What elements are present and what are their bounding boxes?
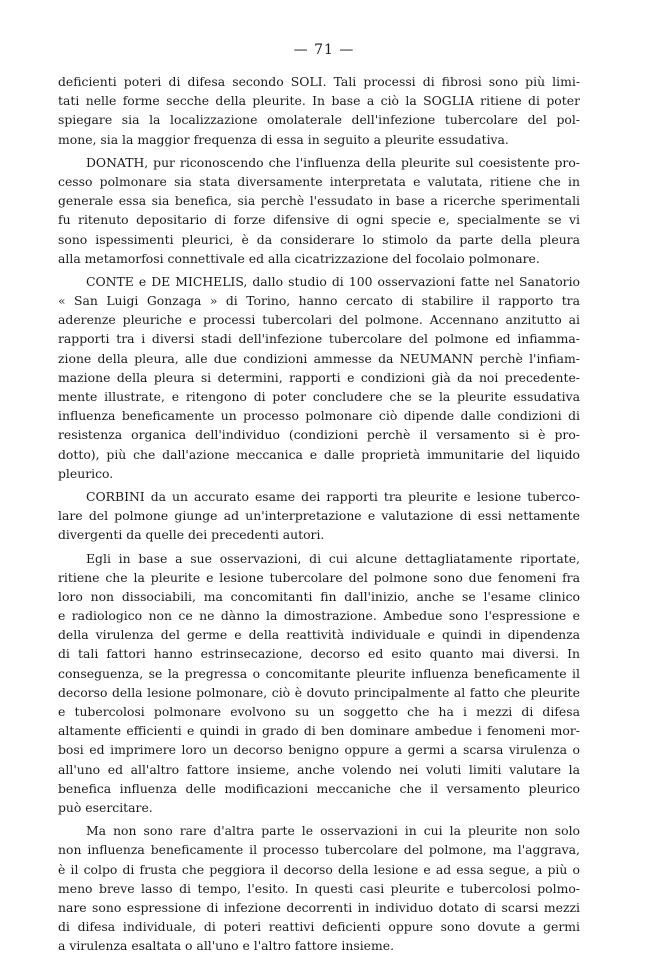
text-line: Ma non sono rare d'altra parte le osservazioni in cui la pleurite non solo xyxy=(86,823,580,839)
text-line: dotto), più che dall'azione meccanica e dalle proprietà immunitarie del liquido xyxy=(58,446,580,462)
paragraph xyxy=(58,487,580,545)
text-line: CONTE e DE MICHELIS, dallo studio di 100 osservazioni fatte nel Sanatorio xyxy=(86,273,580,289)
text-line: e tubercolosi polmonare evolvono su un soggetto che ha i mezzi di difesa xyxy=(58,704,580,719)
text-line: loro non dissociabili, ma concomitanti fin dall'inizio, anche se l'esame clinico xyxy=(58,588,580,604)
text-line: « San Luigi Gonzaga » di Torino, hanno cercato di stabilire il rapporto tra xyxy=(58,293,580,309)
text-line: DONATH, pur riconoscendo che l'influenza della pleurite sul coesistente pro- xyxy=(86,154,580,170)
text-line: è il colpo di frusta che peggiora il decorso della lesione e ad essa segue, a più o xyxy=(58,861,580,877)
text-line: all'uno ed all'altro fattore insieme, anche volendo nei voluti limiti valutare la xyxy=(58,761,580,777)
text-line: Egli in base a sue osservazioni, di cui alcune dettagliatamente riportate, xyxy=(86,550,580,566)
text-line: non influenza beneficamente il processo tubercolare del polmone, ma l'aggrava, xyxy=(58,842,580,858)
text-line: divergenti da quelle dei precedenti autori. xyxy=(58,527,325,543)
text-line: deficienti poteri di difesa secondo SOLI. Tali processi di fibrosi sono più limi- xyxy=(58,74,580,89)
paragraph xyxy=(58,272,580,483)
text-line: tati nelle forme secche della pleurite. In base a ciò la SOGLIA ritiene di poter xyxy=(58,93,580,109)
text-line: rapporti tra i diversi stadi dell'infezione tubercolare del polmone ed infiamma- xyxy=(58,331,580,347)
text-line: bosi ed imprimere loro un decorso benigno oppure a germi a scarsa virulenza o xyxy=(58,742,580,758)
text-line: altamente efficienti e quindi in grado di ben dominare ambedue i fenomeni mor- xyxy=(58,723,580,739)
text-line: della virulenza del germe e della reattività individuale e quindi in dipendenza xyxy=(58,627,580,643)
text-line: cesso polmonare sia stata diversamente interpretata e valutata, ritiene che in xyxy=(58,173,580,189)
text-line: a virulenza esaltata o all'uno e l'altro fattore insieme. xyxy=(58,938,395,954)
text-line: benefica influenza delle modificazioni meccaniche che il versamento pleurico xyxy=(58,780,580,796)
paragraph xyxy=(58,72,580,149)
text-line: e radiologico non ce ne dànno la dimostrazione. Ambedue sono l'espressione e xyxy=(58,608,580,624)
paragraph xyxy=(58,821,580,955)
paragraph xyxy=(58,153,580,268)
text-line: ritiene che la pleurite e lesione tubercolare del polmone sono due fenomeni fra xyxy=(58,569,580,585)
text-line: spiegare sia la localizzazione omolaterale dell'infezione tubercolare del pol- xyxy=(58,112,580,128)
text-line: CORBINI da un accurato esame dei rapporti tra pleurite e lesione tuberco- xyxy=(86,488,580,504)
text-line: sono ispessimenti pleurici, è da considerare lo stimolo da parte della pleura xyxy=(58,231,580,247)
text-line: conseguenza, se la pregressa o concomitante pleurite influenza beneficamente il xyxy=(58,665,580,681)
text-line: influenza beneficamente un processo polmonare ciò dipende dalle condizioni di xyxy=(58,408,580,424)
text-line: fu ritenuto depositario di forze difensive di ogni specie e, specialmente se vi xyxy=(58,212,580,228)
text-line: di tali fattori hanno estrinsecazione, decorso ed esito quanto mai diversi. In xyxy=(58,646,580,662)
text-line: alla metamorfosi connettivale ed alla cicatrizzazione del focolaio polmonare. xyxy=(58,250,540,266)
text-line: può esercitare. xyxy=(58,799,153,815)
text-line: mazione della pleura si determini, rapporti e condizioni già da noi precedente- xyxy=(58,369,580,385)
text-line: generale essa sia benefica, sia perchè l'essudato in base a ricerche sperimentali xyxy=(58,193,580,209)
text-line: decorso della lesione polmonare, ciò è dovuto principalmente al fatto che pleurite xyxy=(58,684,580,700)
text-line: nare sono espressione di infezione decorrenti in individuo dotato di scarsi mezzi xyxy=(58,899,580,915)
text-line: mente illustrate, e ritengono di poter concludere che se la pleurite essudativa xyxy=(58,389,580,404)
text-line: lare del polmone giunge ad un'interpretazione e valutazione di essi nettamente xyxy=(58,508,580,524)
text-line: di difesa individuale, di poteri reattivi deficienti oppure sono dovute a germi xyxy=(58,919,580,935)
text-line: resistenza organica dell'individuo (condizioni perchè il versamento si è pro- xyxy=(58,427,580,443)
paragraph xyxy=(58,549,580,818)
text-line: mone, sia la maggior frequenza di essa in seguito a pleurite essudativa. xyxy=(58,131,509,147)
text-line: aderenze pleuriche e processi tubercolari del polmone. Accennano anzitutto ai xyxy=(58,312,580,328)
text-line: meno breve lasso di tempo, l'esito. In questi casi pleurite e tubercolosi polmo- xyxy=(58,880,580,896)
text-line: zione della pleura, alle due condizioni ammesse da NEUMANN perchè l'infiam- xyxy=(58,350,580,366)
text-line: pleurico. xyxy=(58,465,114,481)
body-text xyxy=(58,72,580,959)
page-number: — 71 — xyxy=(293,42,355,58)
